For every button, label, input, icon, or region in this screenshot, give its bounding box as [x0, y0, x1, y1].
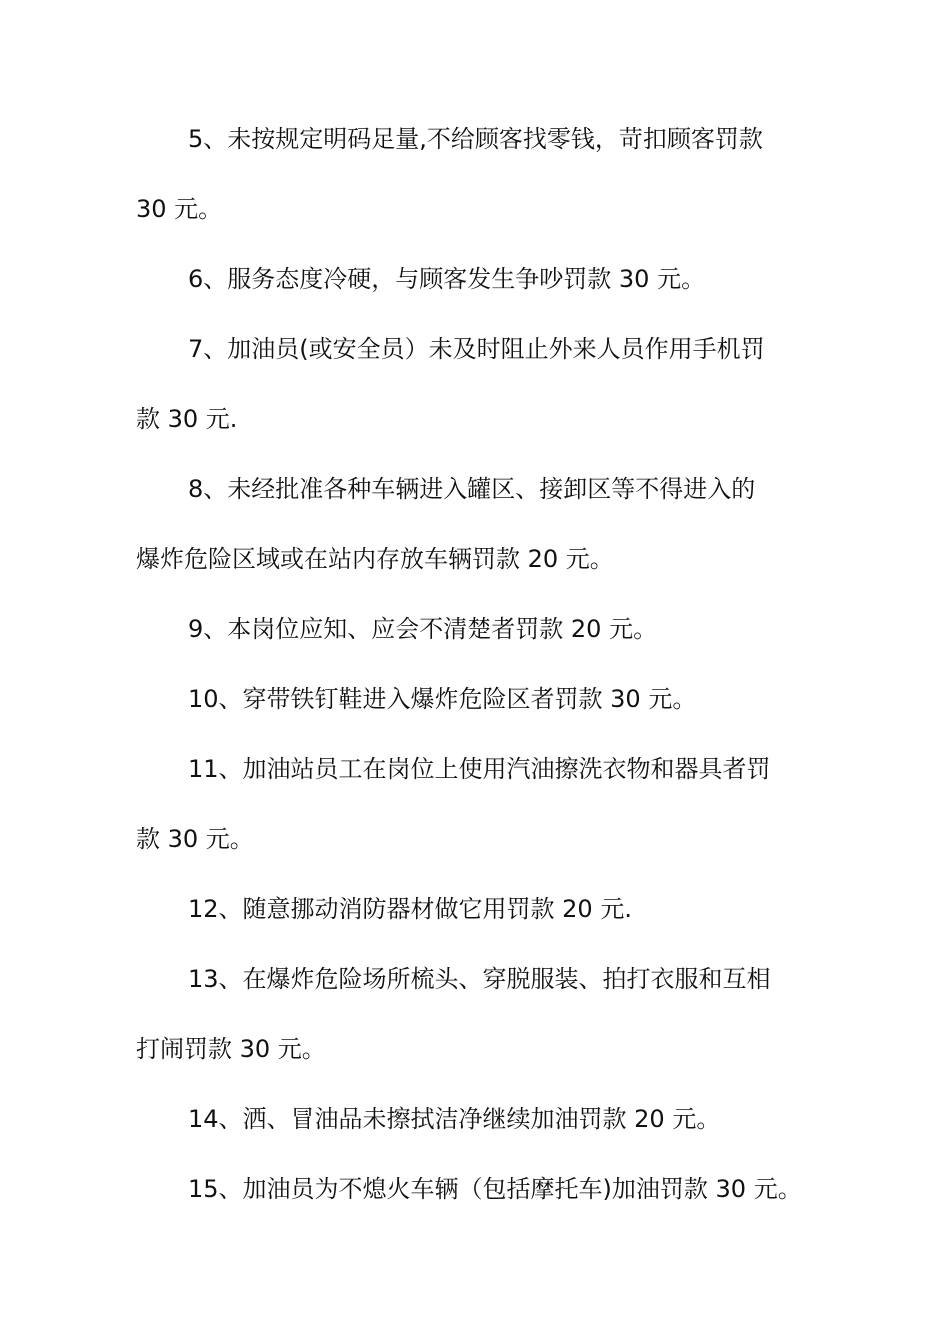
rule-line: 8、未经批准各种车辆进入罐区、接卸区等不得进入的	[188, 475, 756, 503]
rule-line: 11、加油站员工在岗位上使用汽油擦洗衣物和器具者罚	[188, 755, 771, 783]
rule-line: 款 30 元.	[136, 405, 238, 433]
rule-line: 12、随意挪动消防器材做它用罚款 20 元.	[188, 895, 632, 923]
rule-item-5	[136, 104, 826, 244]
rule-item-12	[136, 874, 826, 944]
rule-item-14	[136, 1084, 826, 1154]
rule-item-8	[136, 454, 826, 594]
rules-list	[136, 104, 826, 1224]
rule-item-15	[136, 1154, 826, 1224]
rule-line: 款 30 元。	[136, 825, 254, 853]
rule-line: 30 元。	[136, 195, 223, 223]
rule-line: 5、未按规定明码足量,不给顾客找零钱，苛扣顾客罚款	[188, 125, 763, 153]
rule-line: 打闹罚款 30 元。	[136, 1035, 326, 1063]
rule-line: 14、洒、冒油品未擦拭洁净继续加油罚款 20 元。	[188, 1105, 721, 1133]
rule-item-9	[136, 594, 826, 664]
rule-line: 7、加油员(或安全员）未及时阻止外来人员作用手机罚	[188, 335, 765, 363]
rule-line: 13、在爆炸危险场所梳头、穿脱服装、拍打衣服和互相	[188, 965, 771, 993]
rule-line: 15、加油员为不熄火车辆（包括摩托车)加油罚款 30 元。	[188, 1175, 802, 1203]
rule-line: 9、本岗位应知、应会不清楚者罚款 20 元。	[188, 615, 658, 643]
rule-item-13	[136, 944, 826, 1084]
rule-item-10	[136, 664, 826, 734]
rule-item-7	[136, 314, 826, 454]
rule-line: 6、服务态度冷硬，与顾客发生争吵罚款 30 元。	[188, 265, 706, 293]
rule-line: 10、穿带铁钉鞋进入爆炸危险区者罚款 30 元。	[188, 685, 697, 713]
rule-item-11	[136, 734, 826, 874]
rule-line: 爆炸危险区域或在站内存放车辆罚款 20 元。	[136, 545, 614, 573]
rule-item-6	[136, 244, 826, 314]
